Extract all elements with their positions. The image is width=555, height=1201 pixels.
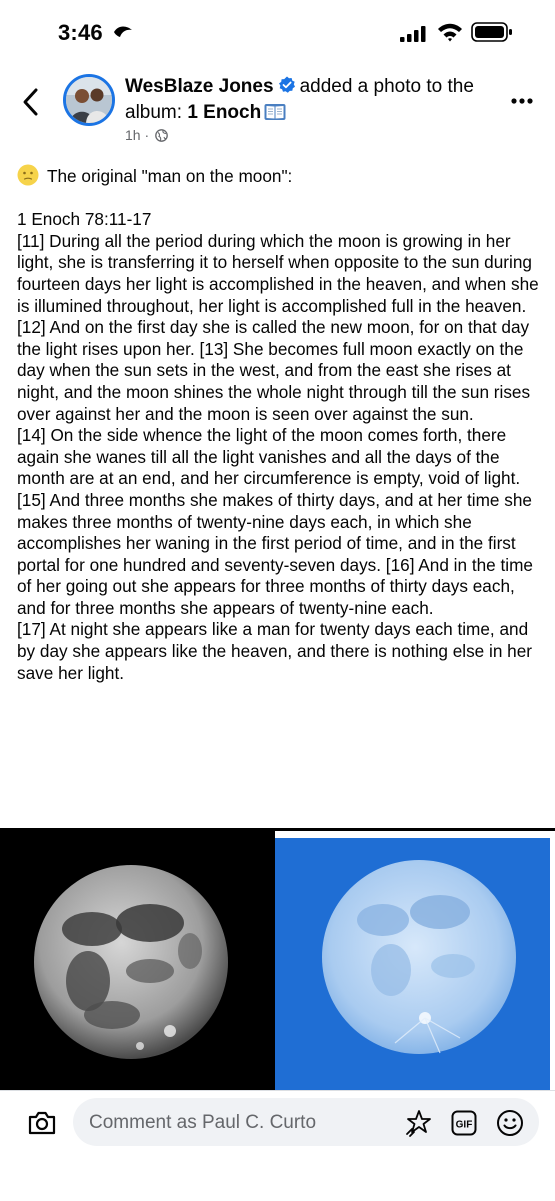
status-bar bbox=[0, 0, 555, 62]
globe-icon bbox=[155, 129, 168, 142]
battery-icon bbox=[471, 22, 513, 42]
post-meta bbox=[125, 127, 168, 143]
author-name[interactable]: WesBlaze Jones bbox=[125, 76, 274, 97]
gif-icon[interactable] bbox=[451, 1110, 477, 1136]
open-book-icon bbox=[264, 103, 286, 121]
post-action-text: added a photo to the album: bbox=[125, 76, 474, 123]
moon-photo-grayscale bbox=[0, 831, 275, 1090]
sticker-icon[interactable] bbox=[404, 1108, 434, 1138]
status-time: 3:46 bbox=[58, 20, 103, 45]
photo-moon-face[interactable] bbox=[0, 831, 275, 1090]
wifi-icon bbox=[437, 22, 463, 42]
camera-icon[interactable] bbox=[27, 1109, 57, 1137]
post-text bbox=[17, 164, 542, 684]
post-body-text: 1 Enoch 78:11-17 [11] During all the period during which the moon is growing in her light, she is transferring it to herself when opposite to the sun during fourteen days her light is accomplished in the heaven, and when she is illumined throughout, her light is accomplished full in the heaven. [12] And on the first day she is called the new moon, for on that day the light rises upon her. [13] She becomes full moon exactly on the day when the sun sets in the west, and from the east she rises at night, and the moon shines the whole night through till the sun rises over against her and the moon is seen over against the sun. [14] On the side whence the light of the moon comes forth, there again she wanes till all the light vanishes and all the days of the month are at an end, and her circumference is empty, void of light. [15] And three months she makes of thirty days, and at her time she makes three months of twenty-nine days each, in which she accomplishes her waning in the first period of time, and in the first portal for one hundred and seventy-seven days. [16] And in the time of her going out she appears for three months of thirty days each, and for three months she appears of twenty-nine each. [17] At night she appears like a man for twenty days each time, and by day she appears like the heaven, and there is nothing else in her save her light. bbox=[17, 209, 539, 683]
comment-input-field[interactable] bbox=[73, 1098, 539, 1146]
moon-face-icon bbox=[17, 164, 39, 186]
post-photo-grid[interactable] bbox=[0, 828, 555, 1090]
comment-bar bbox=[0, 1090, 555, 1201]
gif-label: GIF bbox=[455, 1119, 473, 1131]
sleep-focus-icon bbox=[112, 24, 134, 40]
post-intro-text: The original "man on the moon": bbox=[47, 166, 293, 186]
comment-placeholder[interactable]: Comment as Paul C. Curto bbox=[89, 1112, 317, 1133]
author-avatar[interactable] bbox=[63, 74, 115, 126]
post-header bbox=[125, 74, 500, 126]
post-timestamp[interactable]: 1h bbox=[125, 127, 141, 143]
post-intro-line bbox=[17, 164, 542, 188]
avatar-image bbox=[66, 77, 112, 123]
verified-badge-icon bbox=[278, 76, 296, 94]
meta-separator: · bbox=[144, 127, 154, 143]
cellular-signal-icon bbox=[400, 26, 426, 42]
back-chevron-icon[interactable] bbox=[18, 86, 44, 118]
more-options-icon[interactable] bbox=[510, 95, 534, 107]
moon-photo-blue bbox=[275, 838, 550, 1090]
album-link[interactable]: 1 Enoch bbox=[187, 102, 262, 123]
smile-icon[interactable] bbox=[496, 1109, 524, 1137]
photo-moon-blue[interactable] bbox=[275, 838, 550, 1090]
